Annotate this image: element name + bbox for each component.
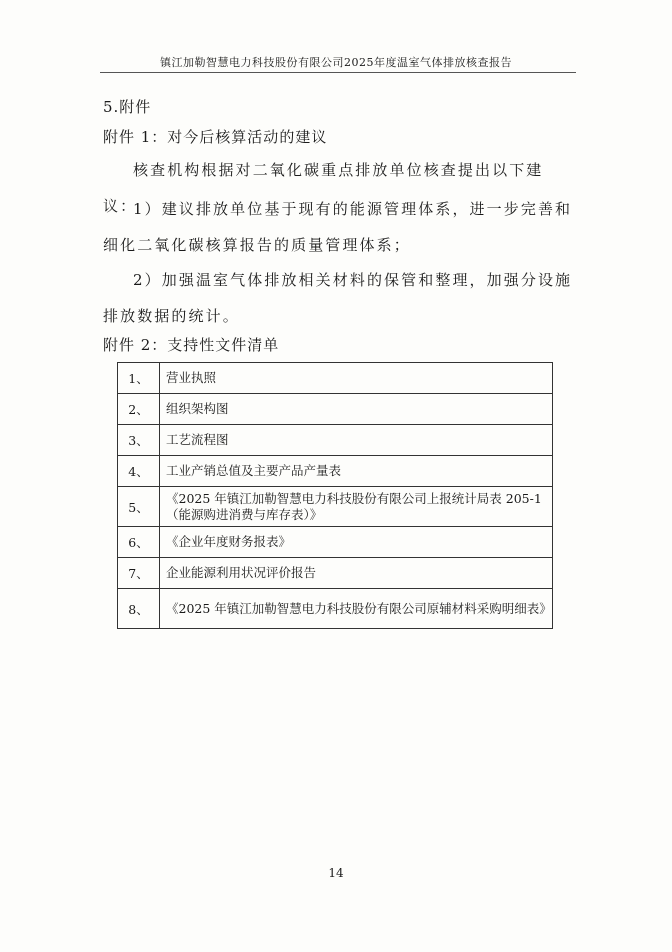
attachment2-title: 附件 2：支持性文件清单 (103, 336, 280, 354)
row-number: 2、 (118, 394, 160, 425)
row-text: 工业产销总值及主要产品产量表 (160, 456, 553, 487)
table-row (118, 527, 553, 558)
row-text: 组织架构图 (160, 394, 553, 425)
page-number: 14 (328, 866, 344, 880)
suggestion-1: 1）建议排放单位基于现有的能源管理体系，进一步完善和细化二氧化碳核算报告的质量管理体系； (103, 200, 573, 254)
table-row (118, 558, 553, 589)
page-header: 镇江加勒智慧电力科技股份有限公司2025年度温室气体排放核查报告 (160, 56, 512, 69)
row-number: 3、 (118, 425, 160, 456)
row-text: 企业能源利用状况评价报告 (160, 558, 553, 589)
row-number: 5、 (118, 487, 160, 527)
row-text: 《2025 年镇江加勒智慧电力科技股份有限公司上报统计局表 205-1（能源购进消费与库存表）》 (160, 487, 553, 527)
row-text: 《企业年度财务报表》 (160, 527, 553, 558)
row-number: 8、 (118, 589, 160, 629)
row-text: 营业执照 (160, 363, 553, 394)
row-number: 1、 (118, 363, 160, 394)
table-row (118, 589, 553, 629)
row-text: 《2025 年镇江加勒智慧电力科技股份有限公司原辅材料采购明细表》 (160, 589, 553, 629)
table-row (118, 394, 553, 425)
attachment1-title: 附件 1：对今后核算活动的建议 (103, 128, 328, 146)
row-number: 7、 (118, 558, 160, 589)
header-rule (100, 72, 576, 73)
table-row (118, 425, 553, 456)
row-number: 6、 (118, 527, 160, 558)
table-row (118, 456, 553, 487)
table-row (118, 363, 553, 394)
row-number: 4、 (118, 456, 160, 487)
section-title: 5.附件 (103, 98, 152, 116)
suggestion-2: 2）加强温室气体排放相关材料的保管和整理，加强分设施排放数据的统计。 (103, 271, 573, 325)
row-text: 工艺流程图 (160, 425, 553, 456)
table-row (118, 487, 553, 527)
attachment1-intro: 核查机构根据对二氧化碳重点排放单位核查提出以下建议： (103, 161, 544, 215)
supporting-documents-table (117, 362, 553, 629)
